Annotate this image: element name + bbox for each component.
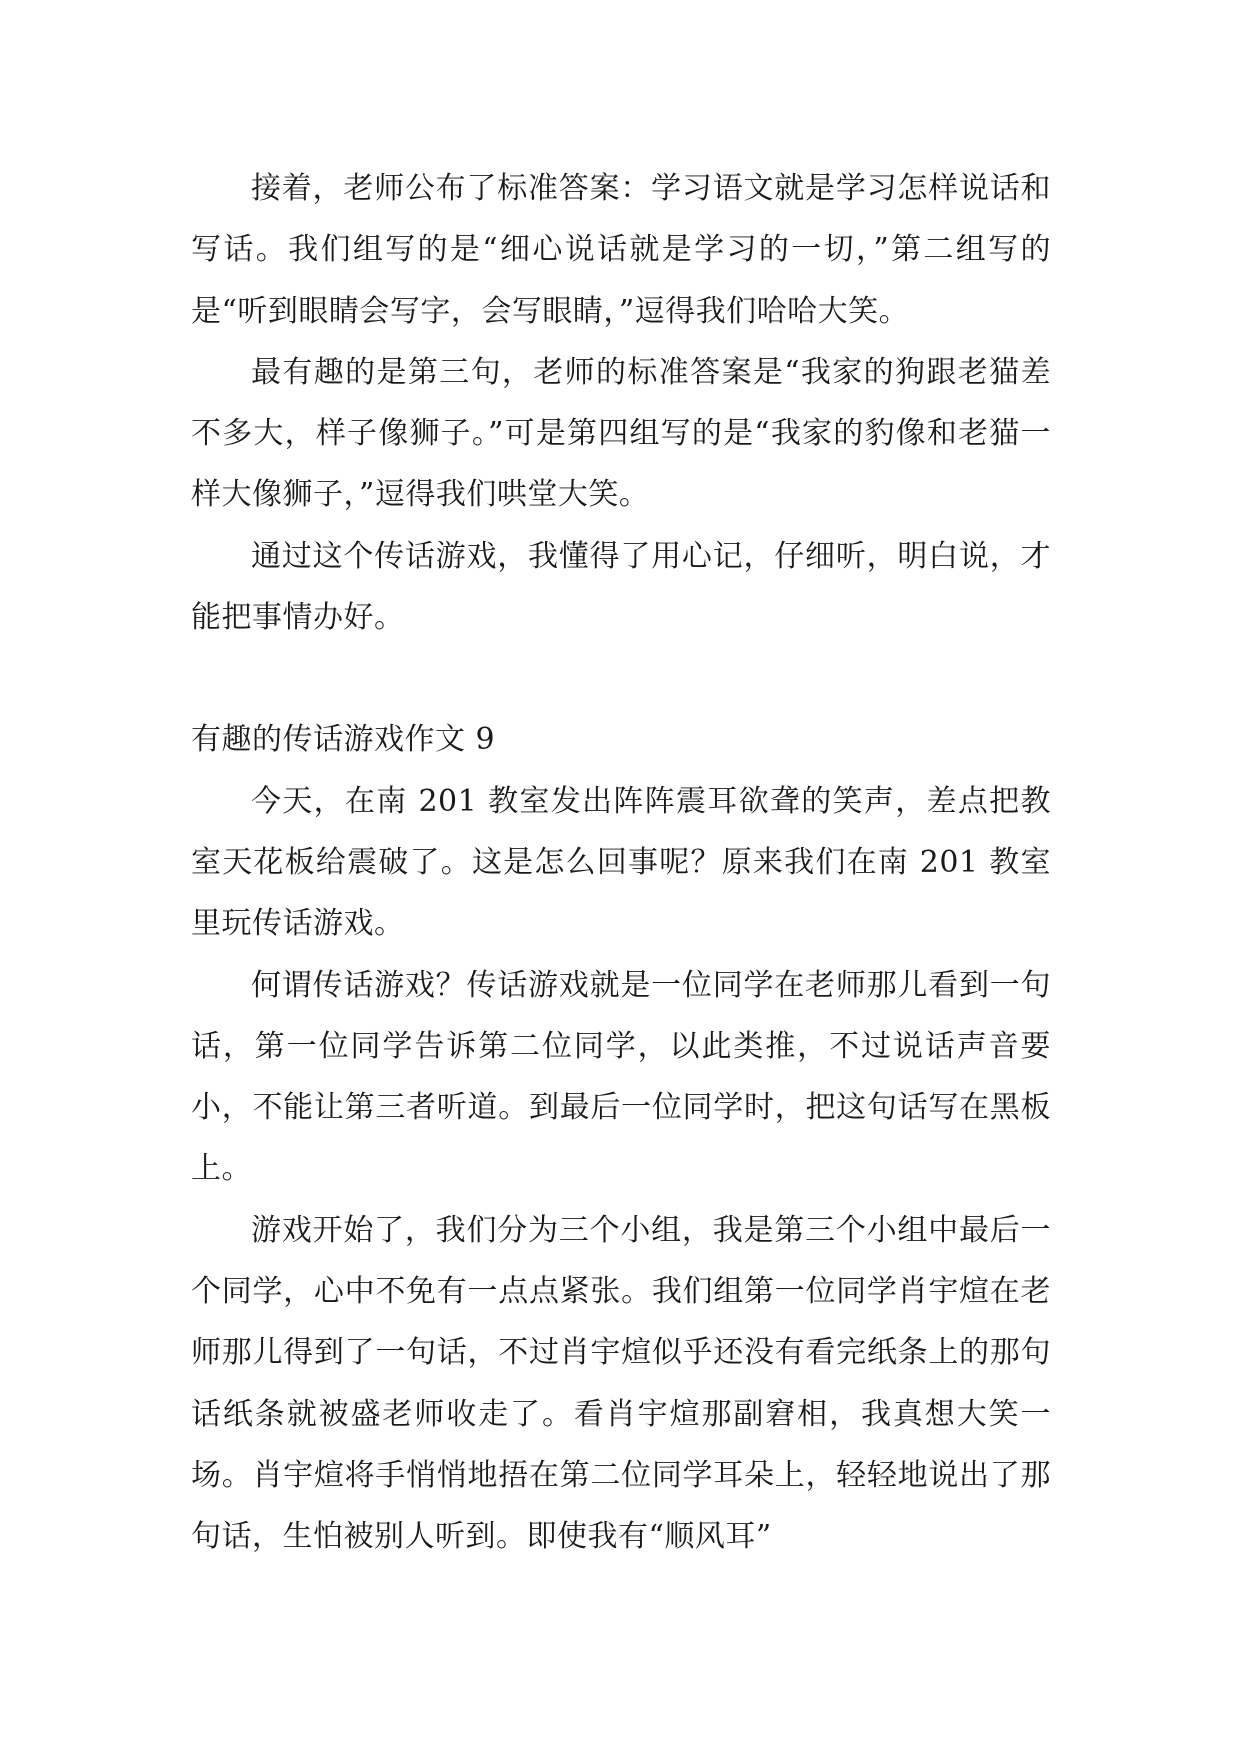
section-spacer <box>191 648 1051 709</box>
paragraph: 今天，在南 201 教室发出阵阵震耳欲聋的笑声，差点把教室天花板给震破了。这是怎么回事呢？原来我们在南 201 教室里玩传话游戏。 <box>191 783 1051 942</box>
paragraph: 何谓传话游戏？传话游戏就是一位同学在老师那儿看到一句话，第一位同学告诉第二位同学，以此类推，不过说话声音要小，不能让第三者听道。到最后一位同学时，把这句话写在黑板上。 <box>191 967 1051 1187</box>
document-body <box>191 158 1051 1568</box>
paragraph: 游戏开始了，我们分为三个小组，我是第三个小组中最后一个同学，心中不免有一点点紧张。我们组第一位同学肖宇煊在老师那儿得到了一句话，不过肖宇煊似乎还没有看完纸条上的那句话纸条就被盛老师收走了。看肖宇煊那副窘相，我真想大笑一场。肖宇煊将手悄悄地捂在第二位同学耳朵上，轻轻地说出了那句话，生怕被别人听到。即使我有“顺风耳” <box>191 1212 1051 1555</box>
paragraph: 通过这个传话游戏，我懂得了用心记，仔细听，明白说，才能把事情办好。 <box>191 538 1051 636</box>
paragraph: 最有趣的是第三句，老师的标准答案是“我家的狗跟老猫差不多大，样子像狮子。”可是第四组写的是“我家的豹像和老猫一样大像狮子，”逗得我们哄堂大笑。 <box>191 354 1051 513</box>
section-heading: 有趣的传话游戏作文 9 <box>191 722 496 758</box>
paragraph: 接着，老师公布了标准答案：学习语文就是学习怎样说话和写话。我们组写的是“细心说话就是学习的一切，”第二组写的是“听到眼睛会写字，会写眼睛，”逗得我们哈哈大笑。 <box>191 171 1051 329</box>
